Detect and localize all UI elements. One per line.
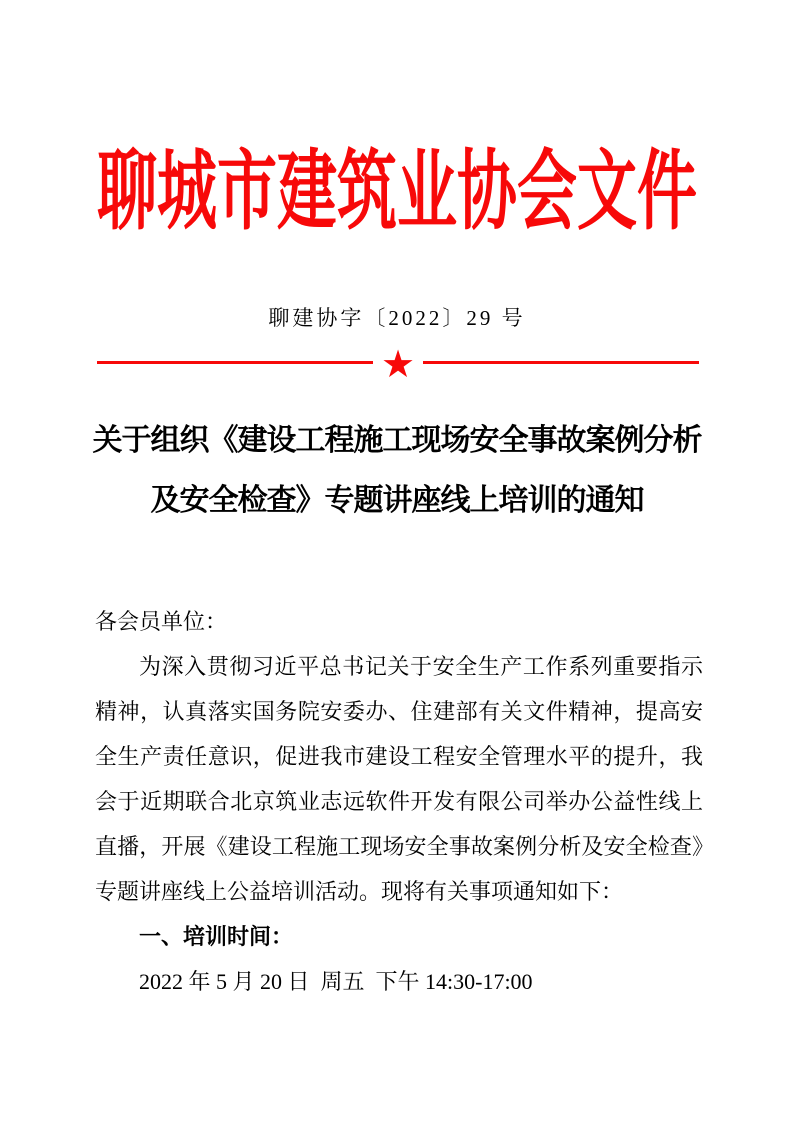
section-1-heading: 一、培训时间：	[139, 924, 294, 949]
document-number: 聊建协字〔2022〕29 号	[268, 306, 526, 330]
document-masthead	[0, 140, 794, 244]
divider-line-right	[423, 361, 699, 364]
intro-paragraph: 为深入贯彻习近平总书记关于安全生产工作系列重要指示精神，认真落实国务院安委办、住建部有关文件精神，提高安全生产责任意识，促进我市建设工程安全管理水平的提升，我会于近期联合北京筑业志远软件开发有限公司举办公益性线上直播，开展《建设工程施工现场安全事故案例分析及安全检查》专题讲座线上公益培训活动。现将有关事项通知如下：	[95, 654, 703, 904]
red-divider	[97, 342, 699, 386]
divider-line-left	[97, 361, 373, 364]
training-time-value: 2022 年 5 月 20 日 周五 下午 14:30-17:00	[139, 969, 533, 994]
document-title-line2: 及安全检查》专题讲座线上培训的通知	[150, 484, 644, 517]
document-title-line1: 关于组织《建设工程施工现场安全事故案例分析	[92, 424, 702, 457]
masthead-title: 聊城市建筑业协会文件	[97, 144, 697, 240]
document-body	[95, 599, 703, 1004]
salutation: 各会员单位：	[95, 609, 228, 634]
document-title	[0, 424, 794, 518]
star-icon: ★	[380, 342, 416, 386]
